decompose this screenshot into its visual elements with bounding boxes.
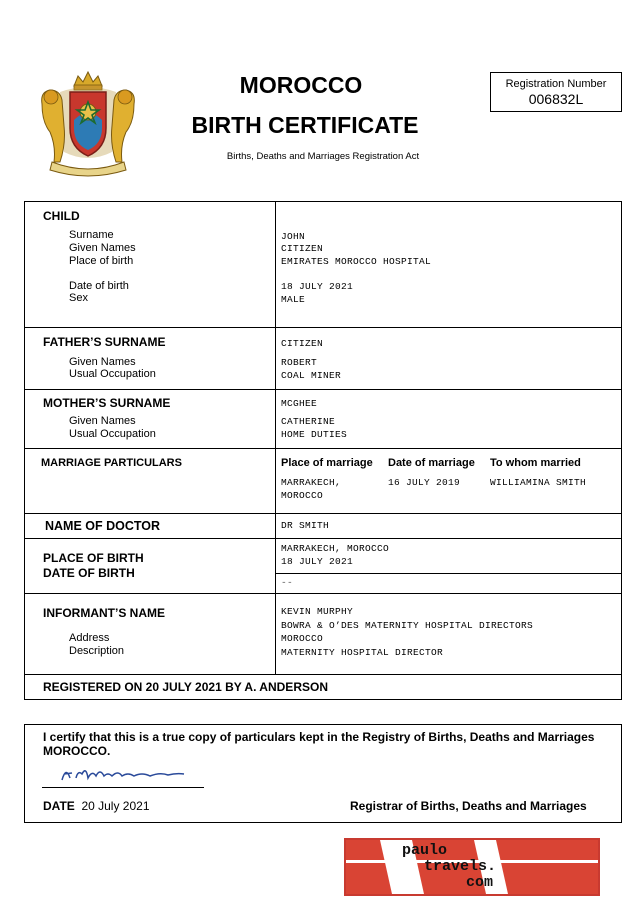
mother-occupation-value: HOME DUTIES [281, 429, 348, 440]
informant-description-value: MATERNITY HOSPITAL DIRECTOR [281, 647, 444, 658]
country-title: MOROCCO [239, 72, 363, 98]
row-divider [276, 573, 621, 574]
father-row [25, 328, 622, 390]
child-row [25, 202, 622, 328]
marriage-row [25, 449, 622, 514]
registration-label: Registration Number [505, 78, 607, 90]
registrar-signature [56, 760, 196, 788]
marriage-whom-value: WILLIAMINA SMITH [490, 477, 587, 488]
child-given-value: CITIZEN [281, 243, 324, 254]
act-subtitle: Births, Deaths and Marriages Registration Act [226, 151, 420, 162]
informant-description-label: Description [69, 645, 125, 657]
father-occupation-label: Usual Occupation [69, 368, 156, 380]
child-sex-value: MALE [281, 294, 306, 305]
place-of-birth-heading: PLACE OF BIRTH [43, 551, 144, 565]
marriage-date-column: Date of marriage [388, 457, 475, 469]
signature-line [42, 787, 204, 788]
informant-address-value-2: MOROCCO [281, 633, 324, 644]
registration-box [490, 72, 622, 112]
father-given-value: ROBERT [281, 357, 318, 368]
document-title: BIRTH CERTIFICATE [191, 112, 419, 138]
marriage-date-value: 16 JULY 2019 [388, 477, 461, 488]
child-heading: CHILD [43, 209, 80, 223]
registration-number: 006832L [528, 91, 584, 107]
father-heading: FATHER’S SURNAME [43, 335, 166, 349]
doctor-row [25, 514, 622, 539]
certify-date-line [43, 799, 150, 813]
father-occupation-value: COAL MINER [281, 370, 342, 381]
informant-heading: INFORMANT’S NAME [43, 606, 165, 620]
registered-statement: REGISTERED ON 20 JULY 2021 BY A. ANDERSON [43, 680, 328, 694]
informant-row [25, 594, 622, 675]
informant-address-value: BOWRA & O’DES MATERNITY HOSPITAL DIRECTORS [281, 620, 534, 631]
marriage-whom-column: To whom married [490, 457, 581, 469]
child-given-label: Given Names [69, 242, 136, 254]
date-of-birth-heading: DATE OF BIRTH [43, 566, 135, 580]
mother-surname-value: MCGHEE [281, 398, 318, 409]
child-place-label: Place of birth [69, 255, 134, 267]
place-of-birth-value: MARRAKECH, MOROCCO [281, 543, 390, 554]
certify-country: MOROCCO. [43, 744, 111, 758]
child-place-value: EMIRATES MOROCCO HOSPITAL [281, 256, 432, 267]
certify-statement: I certify that this is a true copy of particulars kept in the Registry of Births, Deaths and Marriages [43, 730, 595, 744]
informant-name-value: KEVIN MURPHY [281, 606, 354, 617]
date-of-birth-value: 18 JULY 2021 [281, 556, 354, 567]
paulo-travels-logo [344, 838, 600, 896]
father-given-label: Given Names [69, 356, 136, 368]
father-surname-value: CITIZEN [281, 338, 324, 349]
mother-given-value: CATHERINE [281, 416, 336, 427]
place-date-row [25, 539, 622, 594]
mother-occupation-label: Usual Occupation [69, 428, 156, 440]
marriage-heading: MARRIAGE PARTICULARS [41, 457, 182, 469]
child-date-label: Date of birth [69, 280, 129, 292]
doctor-heading: NAME OF DOCTOR [45, 519, 161, 533]
marriage-place-value: MARRAKECH, [281, 477, 342, 488]
logo-line-1: paulo [402, 842, 448, 859]
mother-row [25, 390, 622, 449]
logo-line-3: com [466, 874, 494, 891]
child-surname-value: JOHN [281, 231, 306, 242]
child-surname-label: Surname [69, 229, 114, 241]
informant-address-label: Address [69, 632, 110, 644]
child-sex-label: Sex [69, 292, 88, 304]
marriage-place-column: Place of marriage [281, 457, 373, 469]
marriage-place-value-2: MOROCCO [281, 490, 324, 501]
mother-given-label: Given Names [69, 415, 136, 427]
mother-heading: MOTHER’S SURNAME [43, 396, 171, 410]
child-date-value: 18 JULY 2021 [281, 281, 354, 292]
registered-row [25, 675, 622, 700]
date-value: 20 July 2021 [81, 799, 150, 813]
doctor-value: DR SMITH [281, 520, 330, 531]
coat-of-arms-emblem [34, 66, 142, 178]
extra-value: -- [281, 577, 294, 588]
registrar-title: Registrar of Births, Deaths and Marriages [350, 799, 587, 813]
certificate-table [24, 201, 622, 700]
logo-line-2: travels. [424, 858, 497, 875]
date-label: DATE [43, 799, 75, 813]
